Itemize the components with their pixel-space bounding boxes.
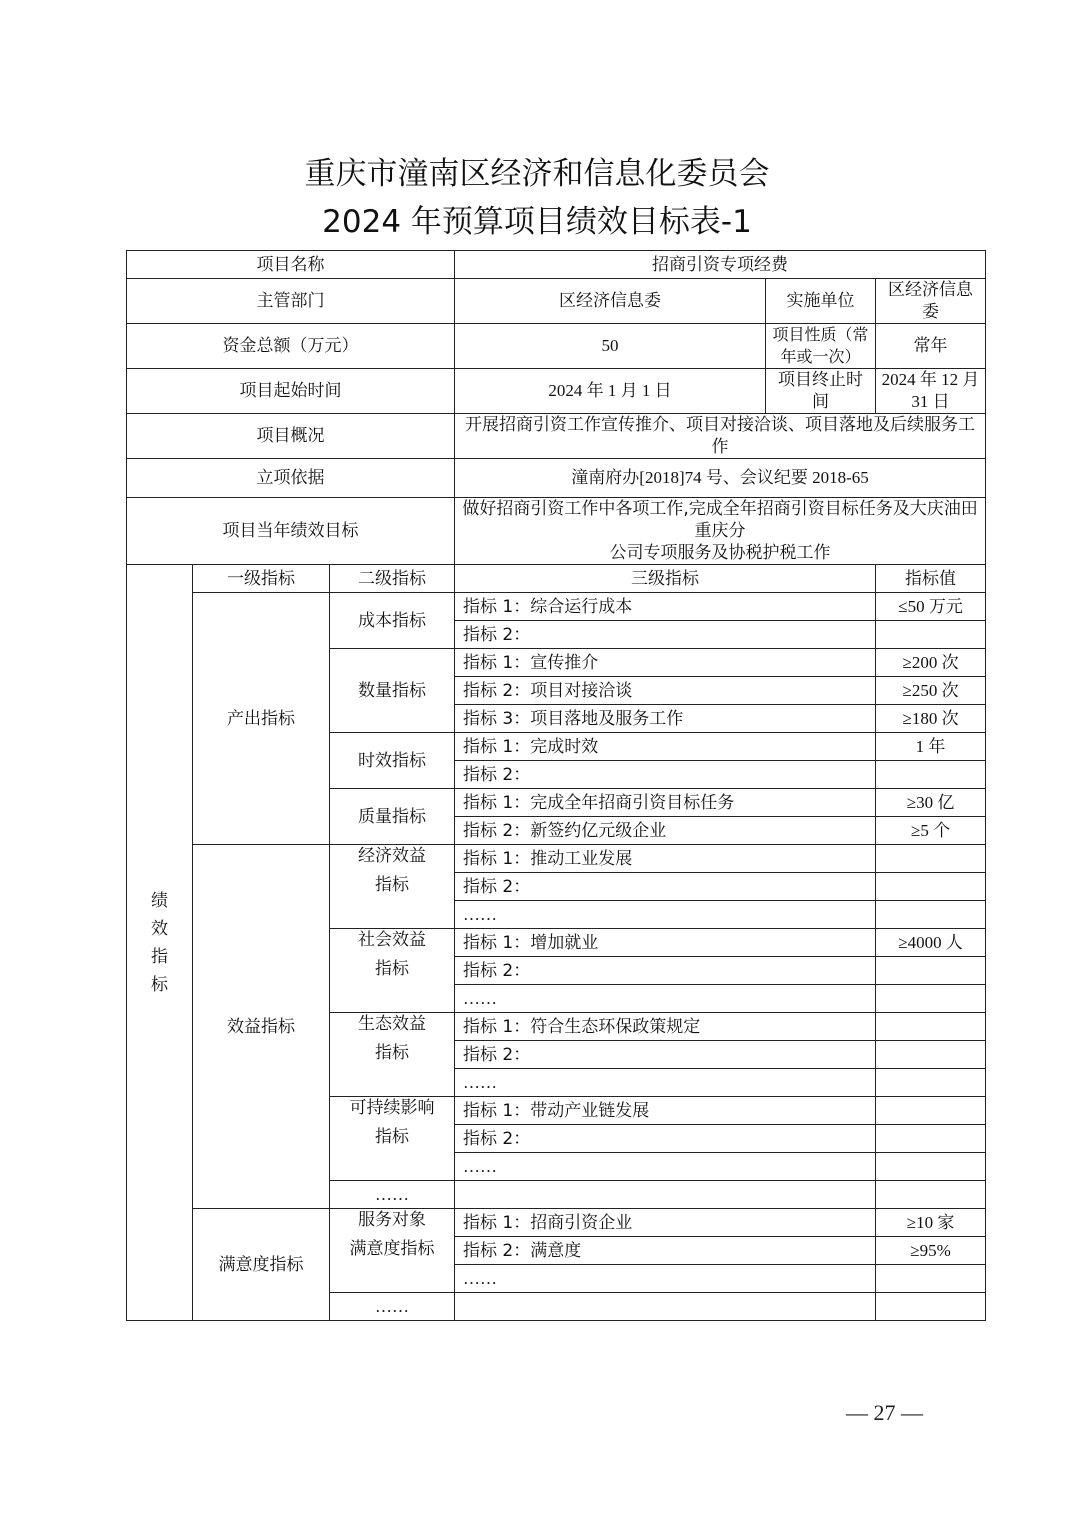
- empty-cell: [876, 1293, 986, 1321]
- nature-value: 常年: [876, 324, 986, 369]
- qty-item-1-value: ≥200 次: [876, 649, 986, 677]
- side-char: 标: [151, 974, 168, 995]
- output-indicator: 产出指标: [193, 593, 330, 845]
- side-char: 绩: [151, 890, 168, 911]
- econ-item-2: 指标 2：: [455, 873, 876, 901]
- empty-cell: [876, 1125, 986, 1153]
- soc-indicator: [330, 929, 455, 1013]
- table-row: [127, 414, 986, 459]
- basis-label: 立项依据: [127, 459, 455, 498]
- header-level1: 一级指标: [193, 565, 330, 593]
- empty-cell: [876, 845, 986, 873]
- empty-cell: [876, 1069, 986, 1097]
- econ-line-2: 指标: [375, 875, 410, 895]
- qual-item-1: 指标 1：完成全年招商引资目标任务: [455, 789, 876, 817]
- sus-indicator: [330, 1097, 455, 1181]
- header-level3: 三级指标: [455, 565, 876, 593]
- performance-table: [126, 250, 986, 1321]
- impl-value: 区经济信息委: [876, 279, 986, 324]
- project-name-label: 项目名称: [127, 251, 455, 279]
- cost-item-2: 指标 2：: [455, 621, 876, 649]
- soc-item-2: 指标 2：: [455, 957, 876, 985]
- empty-cell: [876, 901, 986, 929]
- header-value: 指标值: [876, 565, 986, 593]
- perf-side-label: [127, 565, 193, 1321]
- qty-item-3: 指标 3：项目落地及服务工作: [455, 705, 876, 733]
- empty-cell: [455, 1181, 876, 1209]
- benefit-indicator: 效益指标: [193, 845, 330, 1209]
- svc-item-2-value: ≥95%: [876, 1237, 986, 1265]
- benefit-level2-ellipsis: ……: [330, 1181, 455, 1209]
- svc-line-1: 服务对象: [358, 1210, 427, 1230]
- eco-line-1: 生态效益: [358, 1014, 427, 1034]
- eco-ellipsis: ……: [455, 1069, 876, 1097]
- empty-cell: [876, 621, 986, 649]
- econ-item-1: 指标 1：推动工业发展: [455, 845, 876, 873]
- time-item-2: 指标 2：: [455, 761, 876, 789]
- goal-label: 项目当年绩效目标: [127, 498, 455, 565]
- fund-label: 资金总额（万元）: [127, 324, 455, 369]
- sus-item-2: 指标 2：: [455, 1125, 876, 1153]
- empty-cell: [876, 985, 986, 1013]
- svc-item-2: 指标 2：满意度: [455, 1237, 876, 1265]
- svc-item-1: 指标 1：招商引资企业: [455, 1209, 876, 1237]
- cost-item-1-value: ≤50 万元: [876, 593, 986, 621]
- overview-label: 项目概况: [127, 414, 455, 459]
- qty-item-2-value: ≥250 次: [876, 677, 986, 705]
- page-number: — 27 —: [846, 1400, 923, 1425]
- start-label: 项目起始时间: [127, 369, 455, 414]
- svc-indicator: [330, 1209, 455, 1293]
- goal-value: [455, 498, 986, 565]
- soc-line-1: 社会效益: [358, 930, 427, 950]
- table-row: [127, 845, 986, 873]
- econ-indicator: [330, 845, 455, 929]
- dept-label: 主管部门: [127, 279, 455, 324]
- empty-cell: [876, 1041, 986, 1069]
- start-value: 2024 年 1 月 1 日: [455, 369, 766, 414]
- impl-label: 实施单位: [766, 279, 876, 324]
- time-indicator: 时效指标: [330, 733, 455, 789]
- satisfaction-indicator: 满意度指标: [193, 1209, 330, 1321]
- empty-cell: [876, 957, 986, 985]
- econ-ellipsis: ……: [455, 901, 876, 929]
- cost-item-1: 指标 1：综合运行成本: [455, 593, 876, 621]
- fund-value: 50: [455, 324, 766, 369]
- empty-cell: [455, 1293, 876, 1321]
- svc-ellipsis: ……: [455, 1265, 876, 1293]
- qual-item-2-value: ≥5 个: [876, 817, 986, 845]
- page-subtitle: 2024 年预算项目绩效目标表-1: [322, 204, 752, 240]
- table-row: [127, 565, 986, 593]
- sus-item-1: 指标 1：带动产业链发展: [455, 1097, 876, 1125]
- dept-value: 区经济信息委: [455, 279, 766, 324]
- nature-label: 项目性质（常年或一次）: [766, 324, 876, 369]
- table-row: [127, 1209, 986, 1237]
- empty-cell: [876, 1181, 986, 1209]
- eco-item-2: 指标 2：: [455, 1041, 876, 1069]
- soc-item-1: 指标 1：增加就业: [455, 929, 876, 957]
- goal-line-2: 公司专项服务及协税护税工作: [609, 543, 831, 563]
- eco-item-1: 指标 1：符合生态环保政策规定: [455, 1013, 876, 1041]
- end-value: 2024 年 12 月 31 日: [876, 369, 986, 414]
- empty-cell: [876, 761, 986, 789]
- end-label: 项目终止时间: [766, 369, 876, 414]
- qty-item-3-value: ≥180 次: [876, 705, 986, 733]
- table-row: [127, 279, 986, 324]
- svc-item-1-value: ≥10 家: [876, 1209, 986, 1237]
- time-item-1-value: 1 年: [876, 733, 986, 761]
- table-row: [127, 459, 986, 498]
- empty-cell: [876, 1097, 986, 1125]
- table-row: [127, 498, 986, 565]
- basis-value: 潼南府办[2018]74 号、会议纪要 2018-65: [455, 459, 986, 498]
- overview-value: 开展招商引资工作宣传推介、项目对接洽谈、项目落地及后续服务工作: [455, 414, 986, 459]
- eco-indicator: [330, 1013, 455, 1097]
- soc-ellipsis: ……: [455, 985, 876, 1013]
- econ-line-1: 经济效益: [358, 846, 427, 866]
- qty-item-2: 指标 2：项目对接洽谈: [455, 677, 876, 705]
- empty-cell: [876, 1153, 986, 1181]
- svc-line-2: 满意度指标: [349, 1239, 435, 1259]
- page-title: 重庆市潼南区经济和信息化委员会: [304, 156, 770, 192]
- sus-ellipsis: ……: [455, 1153, 876, 1181]
- table-row: [127, 324, 986, 369]
- table-row: [127, 369, 986, 414]
- qual-item-1-value: ≥30 亿: [876, 789, 986, 817]
- empty-cell: [876, 1013, 986, 1041]
- time-item-1: 指标 1：完成时效: [455, 733, 876, 761]
- soc-line-2: 指标: [375, 959, 410, 979]
- sat-level2-ellipsis: ……: [330, 1293, 455, 1321]
- side-char: 指: [151, 946, 168, 967]
- qual-item-2: 指标 2：新签约亿元级企业: [455, 817, 876, 845]
- table-row: [127, 593, 986, 621]
- header-level2: 二级指标: [330, 565, 455, 593]
- sus-line-2: 指标: [375, 1127, 410, 1147]
- empty-cell: [876, 1265, 986, 1293]
- empty-cell: [876, 873, 986, 901]
- eco-line-2: 指标: [375, 1043, 410, 1063]
- qty-item-1: 指标 1：宣传推介: [455, 649, 876, 677]
- project-name-value: 招商引资专项经费: [455, 251, 986, 279]
- sus-line-1: 可持续影响: [349, 1098, 435, 1118]
- soc-item-1-value: ≥4000 人: [876, 929, 986, 957]
- cost-indicator: 成本指标: [330, 593, 455, 649]
- goal-line-1: 做好招商引资工作中各项工作,完成全年招商引资目标任务及大庆油田重庆分: [462, 499, 978, 541]
- qual-indicator: 质量指标: [330, 789, 455, 845]
- side-char: 效: [151, 918, 168, 939]
- table-row: [127, 251, 986, 279]
- qty-indicator: 数量指标: [330, 649, 455, 733]
